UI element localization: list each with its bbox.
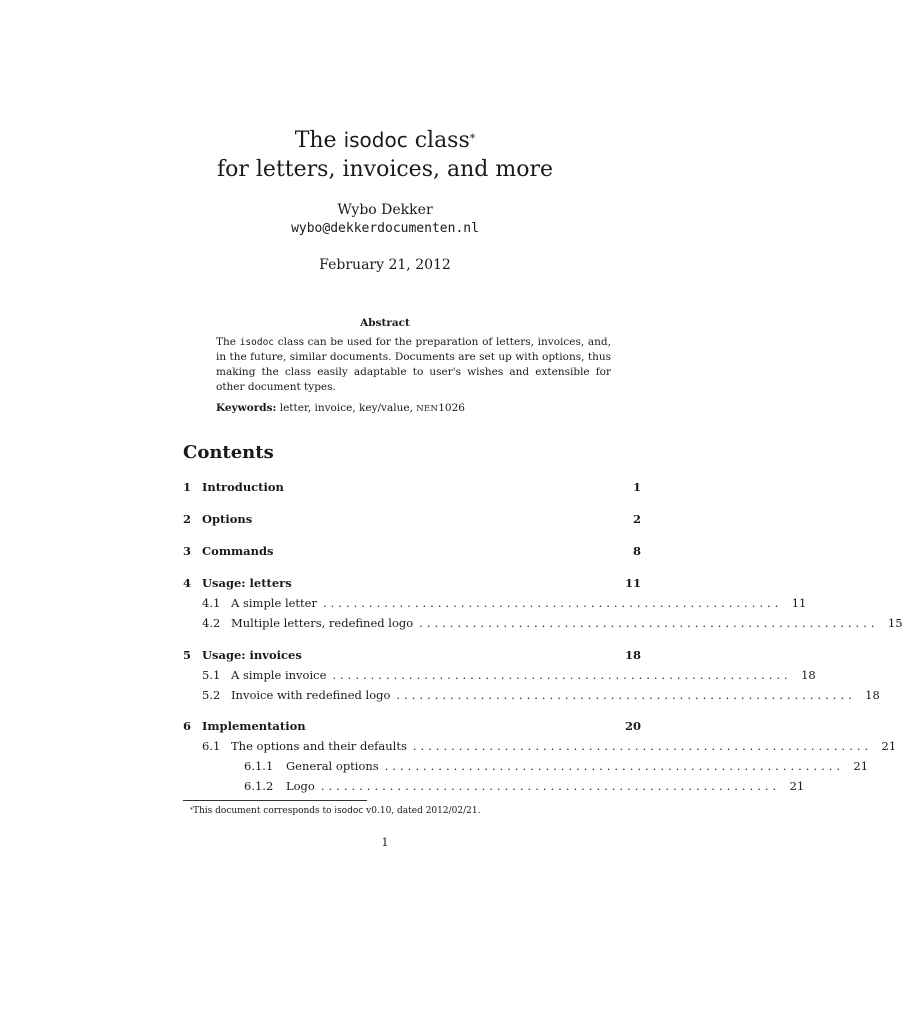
toc-entry-page: 18: [624, 648, 641, 662]
author-name: Wybo Dekker: [337, 202, 433, 218]
toc-entry-title: The options and their defaults: [231, 739, 407, 753]
footnote-class-name: isodoc: [334, 806, 364, 816]
toc-entry-number: 6.1: [202, 739, 221, 753]
toc-entry-number: 5.1: [202, 668, 221, 682]
toc-entry[interactable]: [183, 647, 641, 664]
toc-entry-title: Logo: [286, 779, 315, 793]
toc-entry-page: 21: [881, 739, 897, 753]
toc-entry-title: Usage: invoices: [202, 648, 302, 662]
toc-entry[interactable]: [183, 543, 641, 560]
toc-entry-page: 11: [624, 576, 641, 590]
keywords-number: 1026: [438, 402, 465, 414]
toc-dot-leader: ............................................................: [396, 688, 856, 702]
toc-entry-number: 1: [183, 480, 192, 494]
contents-heading: Contents: [183, 442, 274, 463]
toc-entry-page: 21: [789, 779, 805, 793]
toc-entry[interactable]: [183, 778, 805, 795]
page-number: 1: [381, 836, 389, 849]
toc-entry-title: Usage: letters: [202, 576, 292, 590]
toc-entry[interactable]: [183, 758, 869, 775]
toc-entry-number: 6.1.2: [244, 779, 274, 793]
toc-entry[interactable]: [183, 667, 816, 684]
toc-entry[interactable]: [183, 718, 641, 735]
toc-entry-number: 6.1.1: [244, 759, 274, 773]
toc-entry-page: 21: [853, 759, 869, 773]
toc-entry-page: 8: [632, 544, 641, 558]
toc-entry[interactable]: [183, 479, 641, 496]
footnote: [190, 805, 480, 817]
toc-entry-page: 1: [632, 480, 641, 494]
toc-entry-page: 18: [801, 668, 816, 682]
toc-dot-leader: ............................................................: [320, 779, 781, 793]
toc-entry-number: 6: [183, 719, 192, 733]
keywords-label: Keywords:: [216, 402, 277, 414]
abstract-class-code: isodoc: [239, 337, 275, 348]
footnote-rule: [183, 800, 367, 801]
abstract-text-pre: The: [216, 336, 240, 348]
toc-entry[interactable]: [183, 615, 903, 632]
toc-entry-page: 2: [632, 512, 641, 526]
toc-dot-leader: ............................................................: [332, 668, 792, 682]
abstract-text-post: class can be used for the preparation of letters, invoices, and, in the future, similar documents. Documents are set up with options, thus making the class easily adaptable to user's wishes and extensible for other document types.: [216, 336, 611, 393]
toc-entry-title: Introduction: [202, 480, 284, 494]
toc-entry-title: A simple invoice: [231, 668, 327, 682]
toc-entry-number: 4.2: [202, 616, 221, 630]
title-prefix: The: [294, 128, 344, 153]
title-line-1: [0, 126, 770, 155]
toc-entry-page: 11: [791, 596, 807, 610]
toc-entry-title: Commands: [202, 544, 274, 558]
toc-entry-page: 20: [624, 719, 641, 733]
abstract-heading: Abstract: [360, 317, 410, 329]
toc-entry-number: 2: [183, 512, 192, 526]
toc-dot-leader: ............................................................: [419, 616, 879, 630]
footnote-mark: *: [190, 807, 193, 814]
toc-entry-number: 5: [183, 648, 192, 662]
document-date: February 21, 2012: [319, 257, 451, 273]
toc-entry-number: 4.1: [202, 596, 221, 610]
toc-entry[interactable]: [183, 687, 880, 704]
toc-entry[interactable]: [183, 738, 897, 755]
document-title: [0, 126, 770, 184]
toc-dot-leader: ............................................................: [412, 739, 873, 753]
toc-entry-title: Invoice with redefined logo: [231, 688, 391, 702]
author-email: wybo@dekkerdocumenten.nl: [291, 221, 479, 236]
toc-entry-number: 3: [183, 544, 192, 558]
keywords-smallcaps: NEN: [416, 404, 439, 414]
toc-dot-leader: ............................................................: [384, 759, 845, 773]
toc-entry-title: Multiple letters, redefined logo: [231, 616, 414, 630]
toc-entry-page: 18: [865, 688, 880, 702]
keywords-text: letter, invoice, key/value,: [276, 402, 417, 414]
toc-entry-title: Implementation: [202, 719, 306, 733]
toc-entry[interactable]: [183, 595, 807, 612]
keywords-line: [216, 401, 611, 417]
footnote-text-post: v0.10, dated 2012/02/21.: [363, 806, 481, 816]
abstract-text: [216, 335, 611, 395]
toc-entry-title: Options: [202, 512, 253, 526]
toc-entry-title: A simple letter: [231, 596, 317, 610]
title-class-name: isodoc: [343, 128, 408, 152]
title-line-2: for letters, invoices, and more: [217, 157, 553, 182]
toc-entry-page: 15: [887, 616, 903, 630]
toc-entry[interactable]: [183, 575, 641, 592]
toc-entry-number: 4: [183, 576, 192, 590]
toc-entry-title: General options: [286, 759, 379, 773]
title-footnote-mark: *: [469, 132, 476, 145]
title-suffix: class: [407, 128, 470, 153]
footnote-text-pre: This document corresponds to: [193, 806, 335, 816]
toc-entry-number: 5.2: [202, 688, 221, 702]
toc-dot-leader: ............................................................: [322, 596, 783, 610]
toc-entry[interactable]: [183, 511, 641, 528]
